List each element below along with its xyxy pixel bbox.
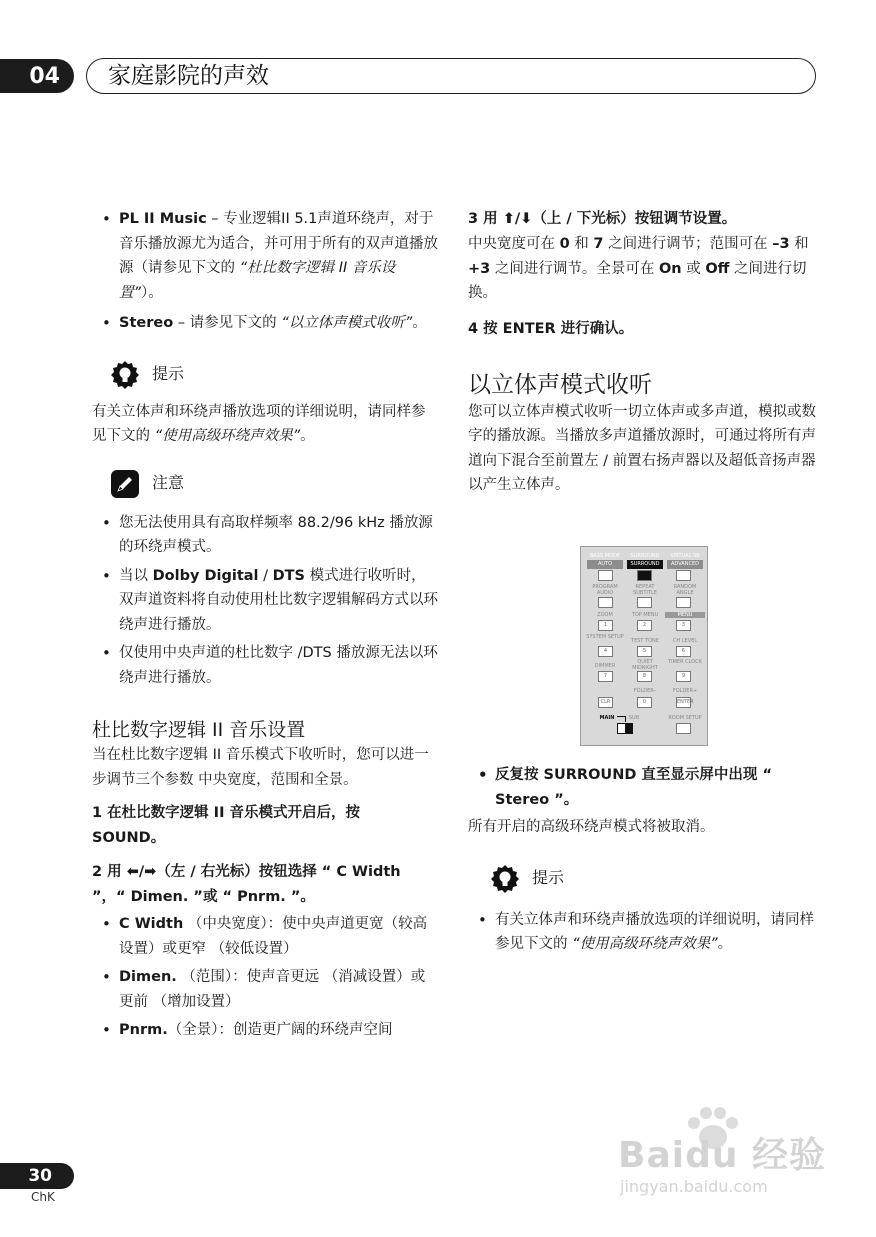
note-text: 当以 [119,567,153,584]
chapter-title: 家庭影院的声效 [108,63,269,89]
up-down-arrow-icon: ⬆/⬇ [502,211,533,227]
page-number-badge [0,1163,74,1189]
remote-key: 8 [637,671,652,682]
watermark-logo: Baidu 经验 [618,1135,827,1176]
param-item [92,1018,438,1043]
remote-button [598,570,613,581]
mode-text: – 专业逻辑II 5.1声道环绕声，对于音乐播放源尤为适合，并可用于所有的双声道播放源（请参见下文的 [119,211,438,276]
note-pencil-icon [110,469,140,499]
note-term: Dolby Digital [152,567,259,584]
param-item [92,965,438,1014]
remote-label: REPEAT SUBTITLE [633,584,657,596]
watermark-url: jingyan.baidu.com [620,1177,768,1196]
page-language: ChK [31,1190,55,1204]
remote-label: FOLDER+ [672,688,698,694]
stereo-text: 您可以立体声模式收听一切立体声或多声道，模拟或数字的播放源。当播放多声道播放源时，可通过将所有声道向下混合至前置左 / 前置右扬声器以及超低音扬声器以产生立体声。 [468,403,816,493]
note-term: DTS [272,567,305,584]
remote-label: TEST TONE [631,638,659,644]
note-item [92,564,438,638]
remote-button [676,570,691,581]
remote-label: SURROUND [630,553,660,559]
remote-button [598,597,613,608]
remote-bar: ADVANCED [667,560,703,569]
remote-button [637,597,652,608]
remote-label: SYSTEM SETUP [586,634,624,640]
note-label: 注意 [152,473,185,493]
param-item [92,912,438,961]
tip-header [490,864,818,894]
mode-end: 。 [412,315,427,331]
chapter-number: 04 [29,63,60,89]
remote-key: 3 [676,620,691,631]
remote-key: 7 [598,671,613,682]
mode-item-pl2music [92,207,438,305]
mode-link: “杜比数字逻辑 II 音乐设置” [119,260,396,301]
remote-label: RANDOM ANGLE [673,584,697,596]
remote-label: TOP MENU [631,612,659,618]
remote-key: 0 [637,697,652,708]
page-number: 30 [28,1166,52,1186]
value: Off [705,260,730,277]
note-item [92,641,438,690]
value: +3 [468,260,491,277]
surround-stereo-body: 所有开启的高级环绕声模式将被取消。 [468,819,715,835]
mode-text: – 请参见下文的 [173,315,282,331]
tip-body: 有关立体声和环绕声播放选项的详细说明，请同样参见下文的 [495,911,814,952]
tip-header [110,360,438,390]
text: 之间进行调节。全景可在 [490,260,659,277]
note-text: 模式进行收听时，双声道资料将自动使用杜比数字逻辑解码方式以环绕声进行播放。 [119,567,438,633]
remote-label: ZOOM [597,612,613,618]
remote-label: VIRTUAL SB [670,553,700,559]
step-number: 2 用 [92,864,127,880]
text: 之间进行调节；范围可在 [603,236,773,252]
remote-label: TIMER CLOCK [668,659,702,665]
remote-label: PROGRAM AUDIO [592,584,618,596]
remote-label: CH LEVEL [672,638,698,644]
mode-item-stereo [92,311,438,336]
surround-button [637,570,652,581]
remote-label: DIMMER [594,663,616,669]
note-item [92,511,438,560]
remote-key: 6 [676,646,691,657]
text: 之间进行切换。 [468,260,807,301]
main-sub-connector [617,716,626,722]
chapter-number-badge [0,59,74,93]
surround-stereo-step: • 反复按 SURROUND 直至显示屏中出现 “ Stereo ”。 [468,763,818,813]
remote-key: 5 [637,646,652,657]
remote-button [676,597,691,608]
remote-key: 4 [598,646,613,657]
remote-label: FOLDER– [633,688,657,694]
remote-label-main: MAIN [599,715,615,721]
step-1: 1 在杜比数字逻辑 II 音乐模式开启后，按 SOUND。 [92,805,361,846]
tip-text [92,400,438,449]
step-text: （上 / 下光标）按钮调节设置。 [532,211,737,227]
param-text: （中央宽度）：使中央声道更宽（较高设置）或更窄 （较低设置） [119,916,428,957]
note-header [110,469,438,499]
value: 0 [559,236,570,252]
tip-label: 提示 [152,364,185,384]
room-setup-button [676,723,691,734]
tip-end: 。 [300,428,315,444]
remote-label-sub: SUB [628,715,640,721]
note-text: 您无法使用具有高取样频率 88.2/96 kHz 播放源的环绕声模式。 [119,514,433,555]
main-sub-switch [617,723,633,734]
text: 或 [681,260,706,277]
mode-end: ）。 [141,284,163,301]
left-column [92,207,438,1043]
right-column-lower [468,763,818,957]
tip-label: 提示 [532,868,565,888]
mode-term: Stereo [119,315,174,331]
section-intro: 当在杜比数字逻辑 II 音乐模式下收听时，您可以进一步调节三个参数 中央宽度，范围和全景。 [92,747,429,788]
step-text: （左 / 右光标）按钮选择 “ C Width ”，“ Dimen. ”或 “ Pnrm. ”。 [92,864,401,905]
remote-key: 1 [598,620,613,631]
text: 和 [569,236,594,252]
step-3-body [468,232,818,306]
note-text: / [258,567,273,584]
baidu-watermark [618,1105,828,1205]
mode-link: “以立体声模式收听” [281,315,413,331]
step-number: 3 用 [468,211,503,227]
tip-body: 有关立体声和环绕声播放选项的详细说明，请同样参见下文的 [92,403,426,444]
right-column [468,207,818,498]
tip-text [468,908,818,957]
text: 和 [789,236,809,252]
param-term: C Width [119,916,184,932]
remote-label: MENU [665,612,705,618]
section-title: 杜比数字逻辑 II 音乐设置 [92,719,306,741]
param-term: Dimen. [119,969,177,985]
step-2 [92,860,438,910]
lightbulb-icon [110,360,140,390]
remote-label: BASS MODE [589,553,621,559]
param-term: Pnrm. [119,1022,168,1038]
step-4: 4 按 ENTER 进行确认。 [468,320,634,337]
remote-key: 9 [676,671,691,682]
remote-label: ROOM SETUP [668,715,702,721]
step-3 [468,207,818,232]
mode-term: PL II Music [119,211,207,227]
remote-bar-surround: SURROUND [627,560,663,569]
tip-end: 。 [717,936,733,952]
lightbulb-icon [490,864,520,894]
remote-label: QUIET MIDNIGHT [632,659,658,671]
remote-control-illustration [580,546,708,746]
value: 7 [593,236,604,252]
param-text: （范围）：使声音更远 （消减设置）或更前 （增加设置） [119,969,426,1010]
remote-key: ENTER [676,697,691,708]
value: –3 [772,236,790,252]
left-right-arrow-icon: ⬅/➡ [126,864,157,880]
remote-key: CLR [598,697,613,708]
tip-link: “使用高级环绕声效果” [572,936,718,952]
tip-link: “使用高级环绕声效果” [154,428,301,444]
value: On [658,260,682,277]
stereo-title: 以立体声模式收听 [468,371,652,398]
remote-key: 2 [637,620,652,631]
note-text: 仅使用中央声道的杜比数字 /DTS 播放源无法以环绕声进行播放。 [119,645,438,686]
text: 中央宽度可在 [468,236,560,252]
remote-bar: AUTO [587,560,623,569]
param-text: （全景）：创造更广阔的环绕声空间 [167,1022,393,1038]
